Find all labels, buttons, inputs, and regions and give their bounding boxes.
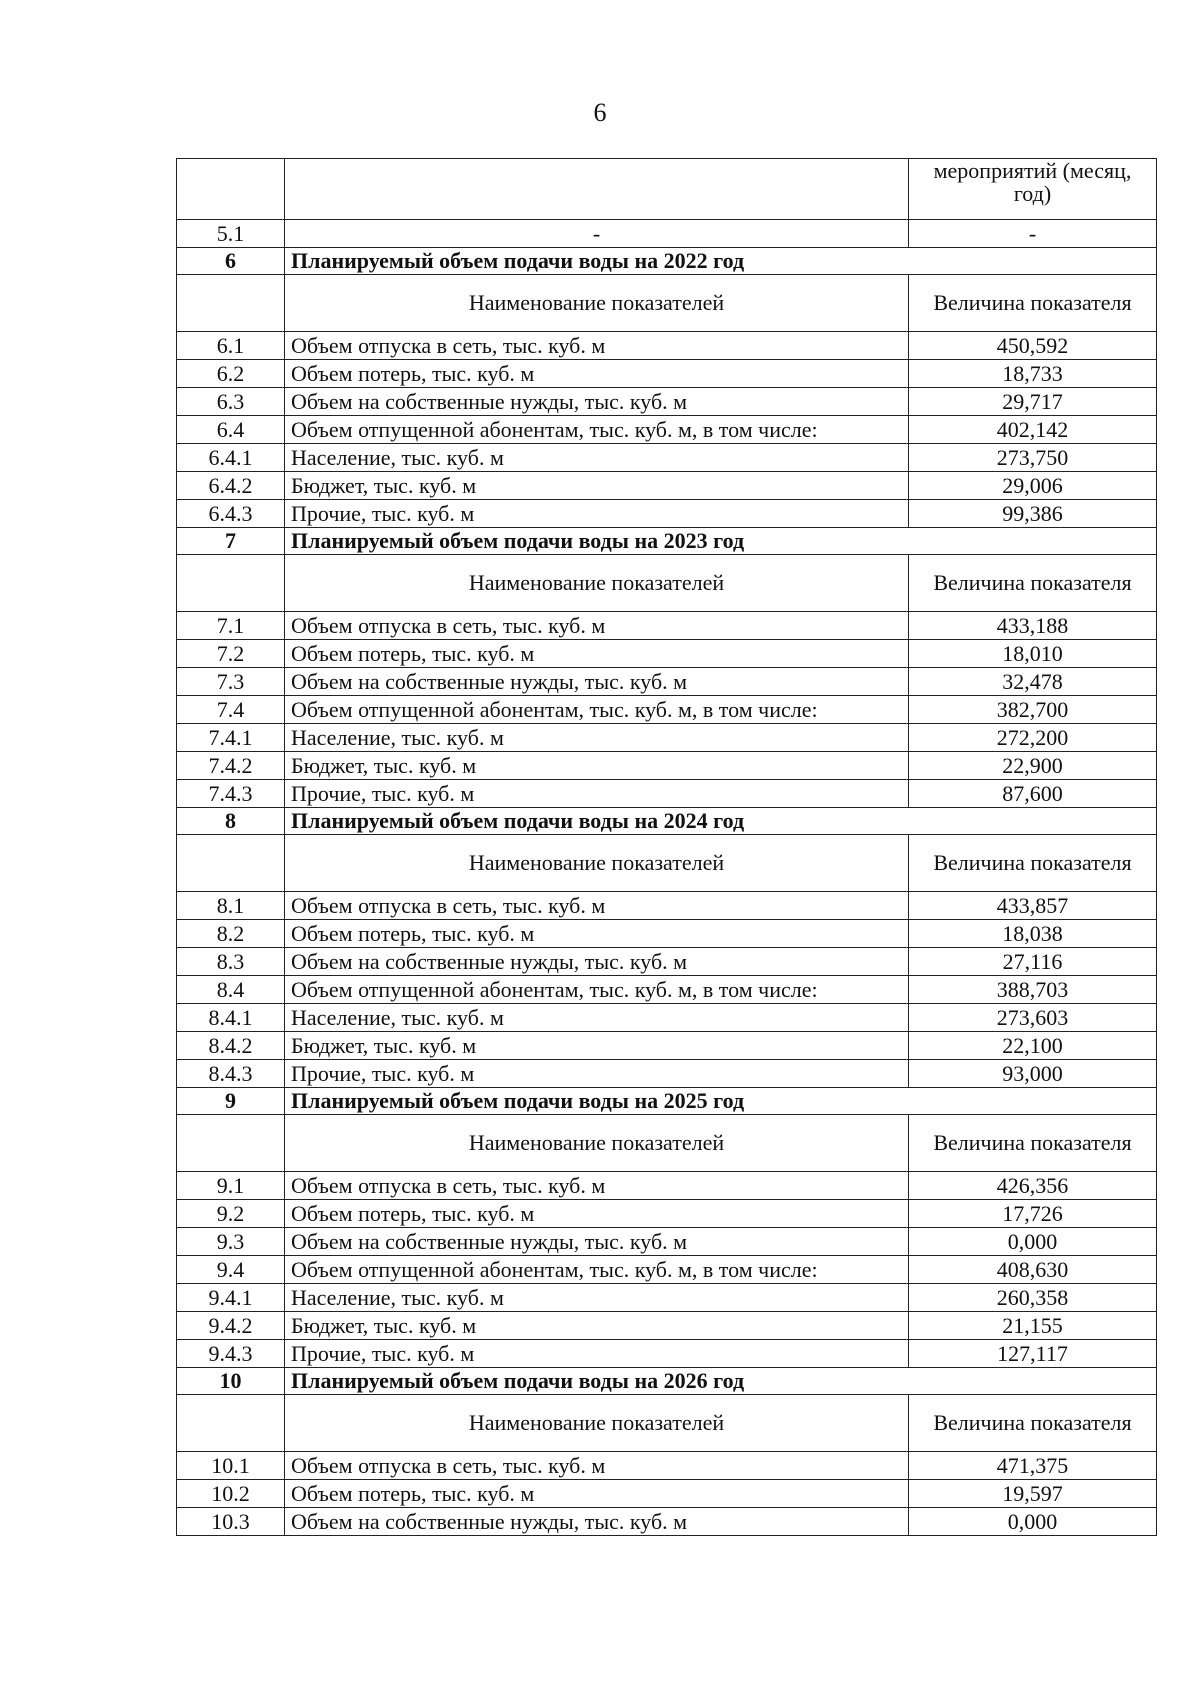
cell-value: 21,155 [909,1312,1157,1340]
header-value-label: Величина показателя [909,1115,1157,1172]
table-row [177,1004,1157,1032]
section-title: Планируемый объем подачи воды на 2024 год [285,808,1157,835]
cell-label: Прочие, тыс. куб. м [285,1060,909,1088]
table-row [177,892,1157,920]
cell-num: 8.3 [177,948,285,976]
cell-value: 22,100 [909,1032,1157,1060]
table-row [177,1284,1157,1312]
header-value-label: Величина показателя [909,275,1157,332]
cell-value: 87,600 [909,780,1157,808]
table-row [177,752,1157,780]
header-name-label: Наименование показателей [285,1115,909,1172]
table-row [177,1032,1157,1060]
cell-value: - [909,220,1157,248]
cell-num: 5.1 [177,220,285,248]
cell-num: 6.3 [177,388,285,416]
table-row [177,416,1157,444]
cell-value: 408,630 [909,1256,1157,1284]
cell-value: 0,000 [909,1508,1157,1536]
table-row [177,220,1157,248]
header-value-label: Величина показателя [909,555,1157,612]
cell-value: 27,116 [909,948,1157,976]
cell-label: Население, тыс. куб. м [285,724,909,752]
cell-label: Объем на собственные нужды, тыс. куб. м [285,668,909,696]
cell-label: Объем на собственные нужды, тыс. куб. м [285,388,909,416]
cell-value: 272,200 [909,724,1157,752]
cell-label: Объем потерь, тыс. куб. м [285,1480,909,1508]
section-header-row [177,275,1157,332]
section-number: 10 [177,1368,285,1395]
cell-num: 7.4.1 [177,724,285,752]
section-number: 6 [177,248,285,275]
table-row [177,472,1157,500]
cell-num: 7.4.2 [177,752,285,780]
cell-value: 273,603 [909,1004,1157,1032]
table-row [177,976,1157,1004]
cell-num: 6.4.3 [177,500,285,528]
cell-label: Прочие, тыс. куб. м [285,500,909,528]
section-number: 9 [177,1088,285,1115]
cell-value: 382,700 [909,696,1157,724]
cell-label: Объем потерь, тыс. куб. м [285,640,909,668]
header-value-label: Величина показателя [909,1395,1157,1452]
cell-num: 9.2 [177,1200,285,1228]
table-row [177,1060,1157,1088]
header-name-label: Наименование показателей [285,555,909,612]
cell-value: 260,358 [909,1284,1157,1312]
cell-value: 433,857 [909,892,1157,920]
cell-label: Объем потерь, тыс. куб. м [285,1200,909,1228]
cell-num: 10.3 [177,1508,285,1536]
cell-label: Объем на собственные нужды, тыс. куб. м [285,948,909,976]
cell-num: 9.1 [177,1172,285,1200]
cell-label: Объем на собственные нужды, тыс. куб. м [285,1228,909,1256]
cell-num: 9.4.2 [177,1312,285,1340]
table-row [177,1256,1157,1284]
cell-label: Объем потерь, тыс. куб. м [285,920,909,948]
cell-label: Объем отпущенной абонентам, тыс. куб. м, в том числе: [285,1256,909,1284]
table-row [177,1312,1157,1340]
section-title-row [177,808,1157,835]
cell-value: 29,006 [909,472,1157,500]
cell-num [177,159,285,220]
cell-value: 273,750 [909,444,1157,472]
cell-value: 402,142 [909,416,1157,444]
table-row [177,360,1157,388]
section-number: 7 [177,528,285,555]
cell-value: 32,478 [909,668,1157,696]
cell-value: 29,717 [909,388,1157,416]
header-name-label: Наименование показателей [285,1395,909,1452]
table-row [177,668,1157,696]
cell-label [285,159,909,220]
header-num-cell [177,835,285,892]
header-num-cell [177,1395,285,1452]
table-row [177,612,1157,640]
section-title: Планируемый объем подачи воды на 2022 год [285,248,1157,275]
cell-value: 450,592 [909,332,1157,360]
cell-num: 9.4 [177,1256,285,1284]
cell-num: 10.2 [177,1480,285,1508]
table-row [177,1172,1157,1200]
table-row [177,1340,1157,1368]
section-header-row [177,1115,1157,1172]
table-row [177,724,1157,752]
cell-label: Объем отпуска в сеть, тыс. куб. м [285,1452,909,1480]
section-title-row [177,528,1157,555]
section-title: Планируемый объем подачи воды на 2026 год [285,1368,1157,1395]
section-number: 8 [177,808,285,835]
cell-label: Прочие, тыс. куб. м [285,780,909,808]
table-row [177,640,1157,668]
cell-label: Бюджет, тыс. куб. м [285,1032,909,1060]
cell-value: 93,000 [909,1060,1157,1088]
cell-value: 99,386 [909,500,1157,528]
cell-num: 8.1 [177,892,285,920]
cell-label: Объем отпуска в сеть, тыс. куб. м [285,612,909,640]
cell-num: 6.1 [177,332,285,360]
table-row [177,1508,1157,1536]
cell-num: 7.2 [177,640,285,668]
cell-num: 7.4.3 [177,780,285,808]
cell-label: Население, тыс. куб. м [285,1284,909,1312]
cell-label: - [285,220,909,248]
cell-num: 7.3 [177,668,285,696]
section-title-row [177,1368,1157,1395]
section-header-row [177,1395,1157,1452]
table-row [177,1200,1157,1228]
section-title-row [177,248,1157,275]
cell-num: 7.4 [177,696,285,724]
table-row [177,1452,1157,1480]
cell-label: Население, тыс. куб. м [285,444,909,472]
cell-value: 18,733 [909,360,1157,388]
section-title: Планируемый объем подачи воды на 2025 год [285,1088,1157,1115]
cell-value: 18,038 [909,920,1157,948]
cell-num: 9.3 [177,1228,285,1256]
page-number: 6 [593,98,607,127]
cell-num: 9.4.1 [177,1284,285,1312]
cell-label: Население, тыс. куб. м [285,1004,909,1032]
section-header-row [177,555,1157,612]
water-supply-table [176,158,1157,1536]
cell-num: 7.1 [177,612,285,640]
header-name-label: Наименование показателей [285,835,909,892]
cell-label: Объем отпуска в сеть, тыс. куб. м [285,1172,909,1200]
cell-num: 9.4.3 [177,1340,285,1368]
header-value-label: Величина показателя [909,835,1157,892]
table-row [177,388,1157,416]
cell-label: Объем отпущенной абонентам, тыс. куб. м, в том числе: [285,696,909,724]
header-name-label: Наименование показателей [285,275,909,332]
cell-label: Объем потерь, тыс. куб. м [285,360,909,388]
table-row [177,696,1157,724]
cell-value: 19,597 [909,1480,1157,1508]
cell-value: 127,117 [909,1340,1157,1368]
table-row-top [177,159,1157,220]
cell-value: 0,000 [909,1228,1157,1256]
table-row [177,332,1157,360]
cell-label: Бюджет, тыс. куб. м [285,1312,909,1340]
cell-num: 8.2 [177,920,285,948]
cell-events-date: мероприятий (месяц, год) [909,159,1157,220]
cell-num: 6.2 [177,360,285,388]
cell-label: Бюджет, тыс. куб. м [285,472,909,500]
cell-label: Объем отпуска в сеть, тыс. куб. м [285,332,909,360]
cell-value: 17,726 [909,1200,1157,1228]
cell-value: 18,010 [909,640,1157,668]
table-row [177,920,1157,948]
table-row [177,444,1157,472]
cell-num: 8.4.2 [177,1032,285,1060]
section-header-row [177,835,1157,892]
section-title-row [177,1088,1157,1115]
cell-label: Бюджет, тыс. куб. м [285,752,909,780]
cell-num: 8.4.1 [177,1004,285,1032]
cell-num: 6.4.2 [177,472,285,500]
table-row [177,948,1157,976]
cell-value: 22,900 [909,752,1157,780]
cell-num: 10.1 [177,1452,285,1480]
cell-value: 433,188 [909,612,1157,640]
cell-label: Объем на собственные нужды, тыс. куб. м [285,1508,909,1536]
cell-value: 388,703 [909,976,1157,1004]
cell-label: Объем отпуска в сеть, тыс. куб. м [285,892,909,920]
table-row [177,500,1157,528]
cell-num: 8.4.3 [177,1060,285,1088]
cell-num: 6.4.1 [177,444,285,472]
cell-value: 426,356 [909,1172,1157,1200]
table-row [177,1228,1157,1256]
cell-num: 6.4 [177,416,285,444]
section-title: Планируемый объем подачи воды на 2023 год [285,528,1157,555]
cell-value: 471,375 [909,1452,1157,1480]
header-num-cell [177,1115,285,1172]
cell-label: Объем отпущенной абонентам, тыс. куб. м, в том числе: [285,416,909,444]
table-row [177,1480,1157,1508]
table-row [177,780,1157,808]
cell-num: 8.4 [177,976,285,1004]
cell-label: Объем отпущенной абонентам, тыс. куб. м, в том числе: [285,976,909,1004]
cell-label: Прочие, тыс. куб. м [285,1340,909,1368]
header-num-cell [177,275,285,332]
header-num-cell [177,555,285,612]
